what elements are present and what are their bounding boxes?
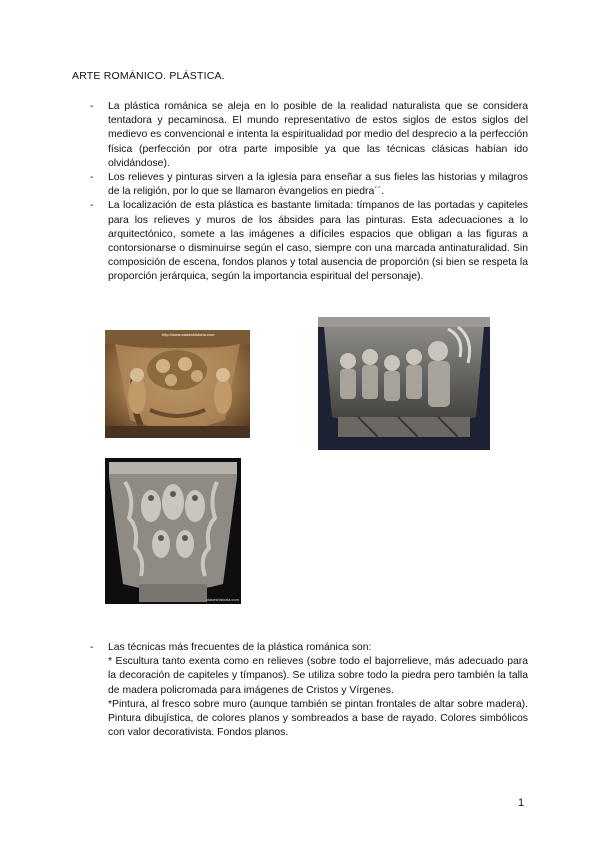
techniques-intro: Las técnicas más frecuentes de la plástica románica son:	[108, 642, 372, 653]
image-watermark: http://www.claseshistoria.com	[162, 332, 215, 337]
page-title: ARTE ROMÁNICO. PLÁSTICA.	[72, 70, 225, 82]
page-number: 1	[518, 797, 525, 809]
list-item: - Las técnicas más frecuentes de la plástica románica son: * Escultura tanto exenta como en relieves (sobre todo el bajorrelieve, más adecuado para la decoración de capiteles y tímpanos). Se utiliza sobre todo la piedra pero también la talla de madera policromada para imágenes de Cristos y Vírgenes. *Pintura, al fresco sobre muro (aunque también se pintan frontales de altar sobre madera). Pintura dibujística, de colores planos y sombreados a base de rayado. Colores simbólicos con valor decorativista. Fondos planos.	[72, 641, 528, 740]
capital-image-3	[105, 458, 241, 604]
capital-image-2	[318, 317, 490, 450]
list-item: - Los relieves y pinturas sirven a la iglesia para enseñar a sus fieles las historias y milagros de la religión, por lo que se llamaron èvangelios en piedra´´.	[90, 172, 528, 198]
techniques-list	[72, 641, 528, 740]
bullet-list	[72, 100, 528, 285]
list-item-text: La plástica románica se aleja en lo posible de la realidad naturalista que se considera tentadora y pecaminosa. El mundo representativo de estos siglos de estos siglos del medievo es convencional e intenta la espiritualidad por medio del desprecio a la perfección física (perfección por otra parte imposible ya que las técnicas clásicas habían ido olvidándose).	[108, 101, 528, 169]
capital-image-1	[105, 330, 250, 438]
list-item-text: La localización de esta plástica es bastante limitada: tímpanos de las portadas y capiteles para los relieves y muros de los ábsides para las pinturas. Esta adecuaciones a lo arquitectónico, somete a las imágenes a difíciles espacios que obligan a las figuras a contorsionarse o disminuirse según el caso, siempre con una marcada antinaturalidad. Sin composición de escena, fondos planos y total ausencia de proporción (si bien se respeta la proporción jerárquica, según la importancia espiritual del personaje).	[108, 200, 528, 283]
list-item: - La localización de esta plástica es bastante limitada: tímpanos de las portadas y capiteles para los relieves y muros de los ábsides para las pinturas. Esta adecuaciones a lo arquitectónico, somete a las imágenes a difíciles espacios que obligan a las figuras a contorsionarse o disminuirse según el caso, siempre con una marcada antinaturalidad. Sin composición de escena, fondos planos y total ausencia de proporción (si bien se respeta la proporción jerárquica, según la importancia espiritual del personaje).	[90, 200, 528, 283]
list-item-text: Los relieves y pinturas sirven a la iglesia para enseñar a sus fieles las historias y milagros de la religión, por lo que se llamaron èvangelios en piedra´´.	[108, 172, 528, 198]
techniques-sculpture: * Escultura tanto exenta como en relieves (sobre todo el bajorrelieve, más adecuado para la decoración de capiteles y tímpanos). Se utiliza sobre todo la piedra pero también la talla de madera policromada para imágenes de Cristos y Vírgenes.	[108, 656, 528, 696]
image-watermark: claseshistoria.com	[206, 597, 239, 602]
list-item: - La plástica románica se aleja en lo posible de la realidad naturalista que se considera tentadora y pecaminosa. El mundo representativo de estos siglos de estos siglos del medievo es convencional e intenta la espiritualidad por medio del desprecio a la perfección física (perfección por otra parte imposible ya que las técnicas clásicas habían ido olvidándose).	[90, 101, 528, 169]
techniques-painting: *Pintura, al fresco sobre muro (aunque también se pintan frontales de altar sobre madera). Pintura dibujística, de colores planos y sombreados a base de rayado. Colores simbólicos con valor decorativista. Fondos planos.	[108, 698, 528, 739]
